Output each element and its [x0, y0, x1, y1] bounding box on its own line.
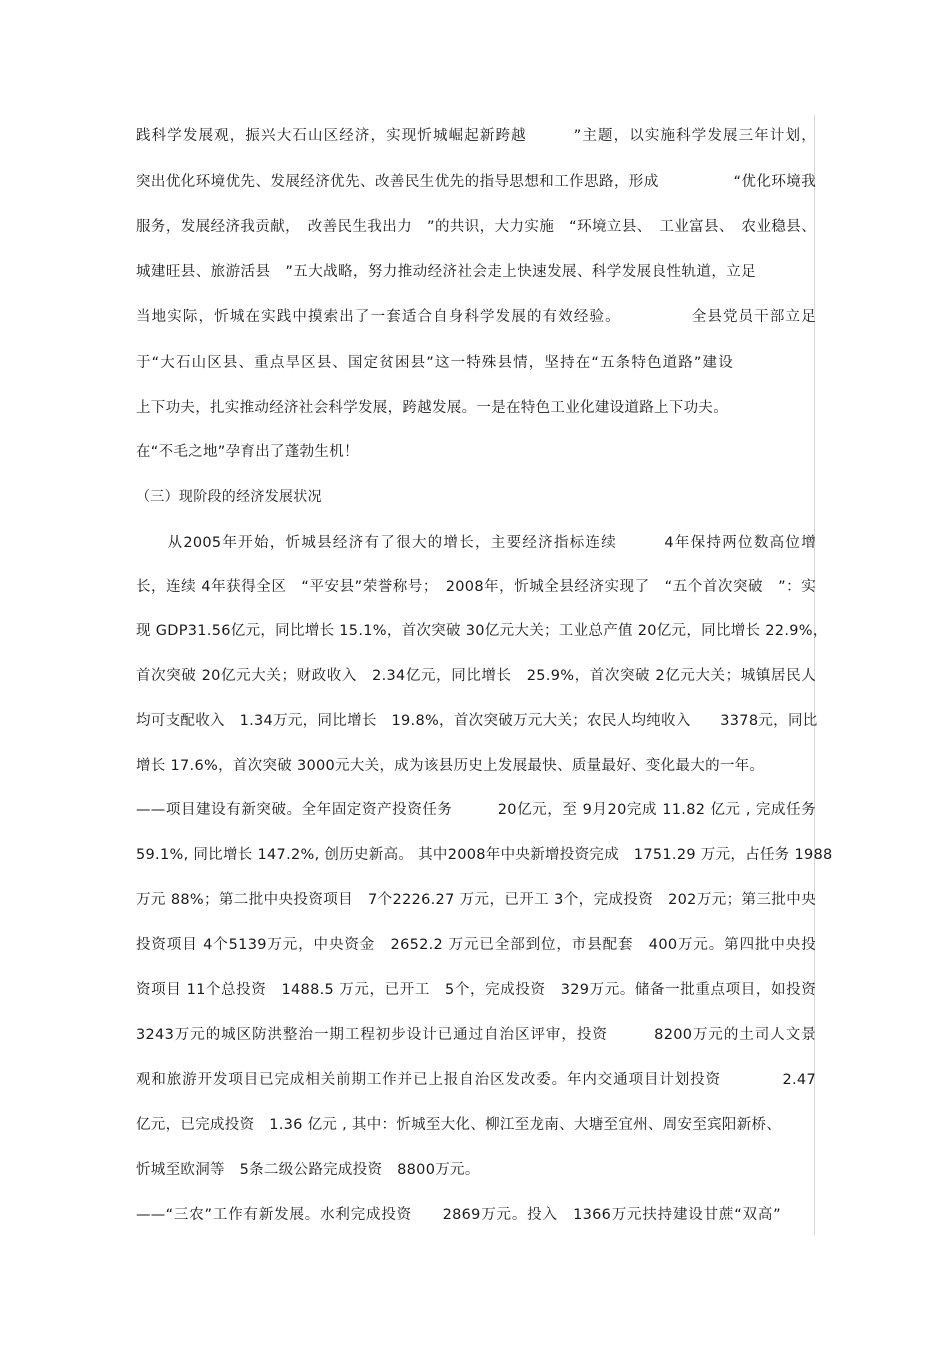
paragraph-line: 投资项目 4个5139万元，中央资金 2652.2 万元已全部到位，市县配套 400万元。第四批中央投 [136, 937, 816, 953]
paragraph-line: 上下功夫，扎实推动经济社会科学发展，跨越发展。一是在特色工业化建设道路上下功夫。 [136, 400, 728, 416]
paragraph-line: ——项目建设有新突破。全年固定资产投资任务 20亿元，至 9月20完成 11.82 亿元 , 完成任务 [136, 802, 816, 818]
paragraph-line: 于“大石山区县、重点旱区县、国定贫困县”这一特殊县情，坚持在“五条特色道路”建设 [136, 355, 733, 371]
paragraph-line: 增长 17.6%，首次突破 3000元大关，成为该县历史上发展最快、质量最好、变化最大的一年。 [136, 758, 765, 774]
paragraph-line: 从2005年开始，忻城县经济有了很大的增长，主要经济指标连续 4年保持两位数高位增 [136, 535, 816, 551]
paragraph-line: 践科学发展观，振兴大石山区经济，实现忻城崛起新跨越 ”主题，以实施科学发展三年计划， [136, 128, 816, 144]
paragraph-line: 忻城至欧洞等 5条二级公路完成投资 8800万元。 [136, 1162, 480, 1178]
paragraph-line: 在“不毛之地”孕育出了蓬勃生机！ [136, 444, 359, 460]
paragraph-line: 均可支配收入 1.34万元，同比增长 19.8%，首次突破万元大关；农民人均纯收入 3378元，同比 [136, 713, 818, 729]
paragraph-line: 3243万元的城区防洪整治一期工程初步设计已通过自治区评审，投资 8200万元的土司人文景 [136, 1027, 816, 1043]
paragraph-line: 亿元，已完成投资 1.36 亿元 , 其中：忻城至大化、柳江至龙南、大塘至宜州、周安至宾阳新桥、 [136, 1117, 782, 1133]
paragraph-line: 资项目 11个总投资 1488.5 万元，已开工 5个，完成投资 329万元。储备一批重点项目，如投资 [136, 982, 816, 998]
paragraph-line: 观和旅游开发项目已完成相关前期工作并已上报自治区发改委。年内交通项目计划投资 2.47 [136, 1072, 816, 1088]
paragraph-line: 59.1%, 同比增长 147.2%, 创历史新高。 其中2008年中央新增投资完成 1751.29 万元，占任务 1988 [136, 847, 833, 863]
paragraph-line: 万元 88%；第二批中央投资项目 7个2226.27 万元，已开工 3个，完成投资 202万元；第三批中央 [136, 892, 816, 908]
paragraph-line: 当地实际，忻城在实践中摸索出了一套适合自身科学发展的有效经验。 全县党员干部立足 [136, 309, 816, 325]
paragraph-line: 突出优化环境优先、发展经济优先、改善民生优先的指导思想和工作思路，形成 “优化环境我 [136, 174, 816, 190]
section-heading: （三）现阶段的经济发展状况 [136, 489, 322, 505]
paragraph-line: 首次突破 20亿元大关；财政收入 2.34亿元，同比增长 25.9%，首次突破 2亿元大关；城镇居民人 [136, 668, 816, 684]
paragraph-line: 现 GDP31.56亿元，同比增长 15.1%，首次突破 30亿元大关；工业总产值 20亿元，同比增长 22.9%， [136, 623, 828, 639]
paragraph-line: 城建旺县、旅游活县 ”五大战略，努力推动经济社会走上快速发展、科学发展良性轨道，立足 [136, 264, 756, 280]
paragraph-line: ——“三农”工作有新发展。水利完成投资 2869万元。投入 1366万元扶持建设甘蔗“双高” [136, 1207, 781, 1223]
paragraph-line: 服务，发展经济我贡献， 改善民生我出力 ”的共识，大力实施 “环境立县、 工业富县、 农业稳县、 [136, 219, 816, 235]
paragraph-line: 长，连续 4年获得全区 “平安县”荣誉称号； 2008年，忻城全县经济实现了 “五个首次突破 ”：实 [136, 579, 816, 595]
